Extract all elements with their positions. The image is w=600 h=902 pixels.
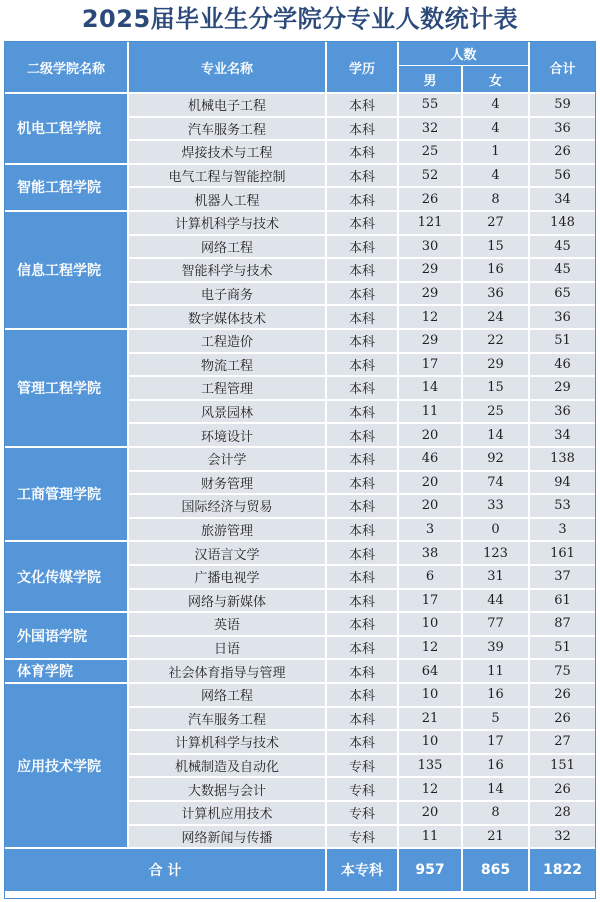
degree-value: 本科	[327, 330, 397, 352]
male-count: 30	[399, 236, 461, 258]
female-count: 39	[463, 637, 528, 659]
male-count: 12	[399, 637, 461, 659]
female-count: 4	[463, 94, 528, 116]
page-title: 2025届毕业生分学院分专业人数统计表	[81, 5, 519, 33]
degree-value: 本科	[327, 660, 397, 682]
female-count: 31	[463, 566, 528, 588]
college-name: 文化传媒学院	[5, 542, 127, 611]
male-count: 29	[399, 259, 461, 281]
total-count: 3	[530, 519, 595, 541]
header-female: 女	[463, 66, 528, 92]
female-count: 92	[463, 448, 528, 470]
degree-value: 本科	[327, 637, 397, 659]
degree-value: 本科	[327, 259, 397, 281]
major-name: 汽车服务工程	[129, 118, 325, 140]
college-name: 工商管理学院	[5, 448, 127, 540]
total-count: 53	[530, 495, 595, 517]
header-college: 二级学院名称	[5, 42, 127, 92]
degree-value: 本科	[327, 188, 397, 210]
college-name: 管理工程学院	[5, 330, 127, 446]
female-count: 14	[463, 778, 528, 800]
college-name: 应用技术学院	[5, 684, 127, 847]
male-count: 25	[399, 141, 461, 163]
female-count: 21	[463, 826, 528, 848]
male-count: 10	[399, 684, 461, 706]
major-name: 网络与新媒体	[129, 590, 325, 612]
degree-value: 专科	[327, 755, 397, 777]
female-count: 16	[463, 684, 528, 706]
total-count: 87	[530, 613, 595, 635]
total-count: 94	[530, 472, 595, 494]
male-count: 6	[399, 566, 461, 588]
footer-male: 957	[399, 849, 461, 891]
female-count: 8	[463, 188, 528, 210]
male-count: 29	[399, 330, 461, 352]
male-count: 32	[399, 118, 461, 140]
major-name: 计算机应用技术	[129, 802, 325, 824]
female-count: 22	[463, 330, 528, 352]
total-count: 138	[530, 448, 595, 470]
male-count: 46	[399, 448, 461, 470]
total-count: 51	[530, 637, 595, 659]
major-name: 焊接技术与工程	[129, 141, 325, 163]
degree-value: 本科	[327, 141, 397, 163]
major-name: 网络工程	[129, 236, 325, 258]
degree-value: 本科	[327, 377, 397, 399]
male-count: 20	[399, 495, 461, 517]
header-count: 人数	[399, 42, 528, 65]
header-degree: 学历	[327, 42, 397, 92]
male-count: 64	[399, 660, 461, 682]
major-name: 社会体育指导与管理	[129, 660, 325, 682]
total-count: 28	[530, 802, 595, 824]
header-major: 专业名称	[129, 42, 325, 92]
major-name: 大数据与会计	[129, 778, 325, 800]
major-name: 广播电视学	[129, 566, 325, 588]
total-count: 75	[530, 660, 595, 682]
total-count: 26	[530, 778, 595, 800]
college-name: 智能工程学院	[5, 165, 127, 210]
male-count: 17	[399, 354, 461, 376]
female-count: 74	[463, 472, 528, 494]
female-count: 29	[463, 354, 528, 376]
total-count: 36	[530, 306, 595, 328]
total-count: 46	[530, 354, 595, 376]
major-name: 工程管理	[129, 377, 325, 399]
male-count: 21	[399, 708, 461, 730]
major-name: 风景园林	[129, 401, 325, 423]
major-name: 汽车服务工程	[129, 708, 325, 730]
degree-value: 本科	[327, 684, 397, 706]
major-name: 网络工程	[129, 684, 325, 706]
degree-value: 本科	[327, 448, 397, 470]
major-name: 智能科学与技术	[129, 259, 325, 281]
college-name: 机电工程学院	[5, 94, 127, 163]
female-count: 25	[463, 401, 528, 423]
major-name: 物流工程	[129, 354, 325, 376]
female-count: 1	[463, 141, 528, 163]
male-count: 14	[399, 377, 461, 399]
total-count: 59	[530, 94, 595, 116]
total-count: 29	[530, 377, 595, 399]
major-name: 国际经济与贸易	[129, 495, 325, 517]
female-count: 77	[463, 613, 528, 635]
degree-value: 本科	[327, 566, 397, 588]
footer-total: 1822	[530, 849, 595, 891]
female-count: 0	[463, 519, 528, 541]
female-count: 15	[463, 377, 528, 399]
male-count: 11	[399, 401, 461, 423]
degree-value: 本科	[327, 283, 397, 305]
male-count: 38	[399, 542, 461, 564]
total-count: 37	[530, 566, 595, 588]
total-count: 32	[530, 826, 595, 848]
degree-value: 本科	[327, 542, 397, 564]
degree-value: 本科	[327, 165, 397, 187]
footer-degree: 本专科	[327, 849, 397, 891]
male-count: 12	[399, 306, 461, 328]
male-count: 17	[399, 590, 461, 612]
major-name: 旅游管理	[129, 519, 325, 541]
total-count: 34	[530, 188, 595, 210]
header-total: 合计	[530, 42, 595, 92]
degree-value: 本科	[327, 306, 397, 328]
female-count: 17	[463, 731, 528, 753]
male-count: 121	[399, 212, 461, 234]
statistics-table	[4, 41, 596, 899]
major-name: 汉语言文学	[129, 542, 325, 564]
major-name: 工程造价	[129, 330, 325, 352]
degree-value: 本科	[327, 472, 397, 494]
total-count: 34	[530, 424, 595, 446]
male-count: 55	[399, 94, 461, 116]
total-count: 26	[530, 141, 595, 163]
degree-value: 本科	[327, 424, 397, 446]
degree-value: 本科	[327, 613, 397, 635]
male-count: 10	[399, 613, 461, 635]
degree-value: 本科	[327, 94, 397, 116]
major-name: 机械制造及自动化	[129, 755, 325, 777]
major-name: 机械电子工程	[129, 94, 325, 116]
total-count: 61	[530, 590, 595, 612]
degree-value: 本科	[327, 708, 397, 730]
degree-value: 本科	[327, 590, 397, 612]
degree-value: 专科	[327, 826, 397, 848]
major-name: 电气工程与智能控制	[129, 165, 325, 187]
total-count: 51	[530, 330, 595, 352]
degree-value: 专科	[327, 802, 397, 824]
male-count: 3	[399, 519, 461, 541]
major-name: 财务管理	[129, 472, 325, 494]
male-count: 26	[399, 188, 461, 210]
male-count: 135	[399, 755, 461, 777]
male-count: 20	[399, 424, 461, 446]
major-name: 电子商务	[129, 283, 325, 305]
total-count: 45	[530, 259, 595, 281]
total-count: 45	[530, 236, 595, 258]
total-count: 151	[530, 755, 595, 777]
female-count: 44	[463, 590, 528, 612]
male-count: 10	[399, 731, 461, 753]
major-name: 计算机科学与技术	[129, 212, 325, 234]
degree-value: 本科	[327, 354, 397, 376]
female-count: 36	[463, 283, 528, 305]
male-count: 20	[399, 802, 461, 824]
major-name: 环境设计	[129, 424, 325, 446]
major-name: 日语	[129, 637, 325, 659]
female-count: 5	[463, 708, 528, 730]
total-count: 26	[530, 684, 595, 706]
header-male: 男	[399, 66, 461, 92]
major-name: 数字媒体技术	[129, 306, 325, 328]
female-count: 27	[463, 212, 528, 234]
college-name: 体育学院	[5, 660, 127, 682]
male-count: 11	[399, 826, 461, 848]
degree-value: 本科	[327, 401, 397, 423]
major-name: 计算机科学与技术	[129, 731, 325, 753]
female-count: 16	[463, 755, 528, 777]
degree-value: 本科	[327, 212, 397, 234]
total-count: 26	[530, 708, 595, 730]
female-count: 14	[463, 424, 528, 446]
female-count: 16	[463, 259, 528, 281]
degree-value: 本科	[327, 236, 397, 258]
male-count: 12	[399, 778, 461, 800]
total-count: 65	[530, 283, 595, 305]
college-name: 外国语学院	[5, 613, 127, 658]
degree-value: 专科	[327, 778, 397, 800]
major-name: 网络新闻与传播	[129, 826, 325, 848]
male-count: 29	[399, 283, 461, 305]
major-name: 会计学	[129, 448, 325, 470]
major-name: 机器人工程	[129, 188, 325, 210]
female-count: 11	[463, 660, 528, 682]
female-count: 33	[463, 495, 528, 517]
degree-value: 本科	[327, 495, 397, 517]
total-count: 36	[530, 118, 595, 140]
female-count: 8	[463, 802, 528, 824]
total-count: 36	[530, 401, 595, 423]
female-count: 24	[463, 306, 528, 328]
female-count: 4	[463, 165, 528, 187]
total-count: 161	[530, 542, 595, 564]
degree-value: 本科	[327, 731, 397, 753]
major-name: 英语	[129, 613, 325, 635]
footer-female: 865	[463, 849, 528, 891]
degree-value: 本科	[327, 519, 397, 541]
male-count: 20	[399, 472, 461, 494]
female-count: 4	[463, 118, 528, 140]
female-count: 123	[463, 542, 528, 564]
total-count: 56	[530, 165, 595, 187]
female-count: 15	[463, 236, 528, 258]
total-count: 27	[530, 731, 595, 753]
total-count: 148	[530, 212, 595, 234]
footer-label: 合 计	[5, 849, 325, 891]
degree-value: 本科	[327, 118, 397, 140]
college-name: 信息工程学院	[5, 212, 127, 328]
male-count: 52	[399, 165, 461, 187]
